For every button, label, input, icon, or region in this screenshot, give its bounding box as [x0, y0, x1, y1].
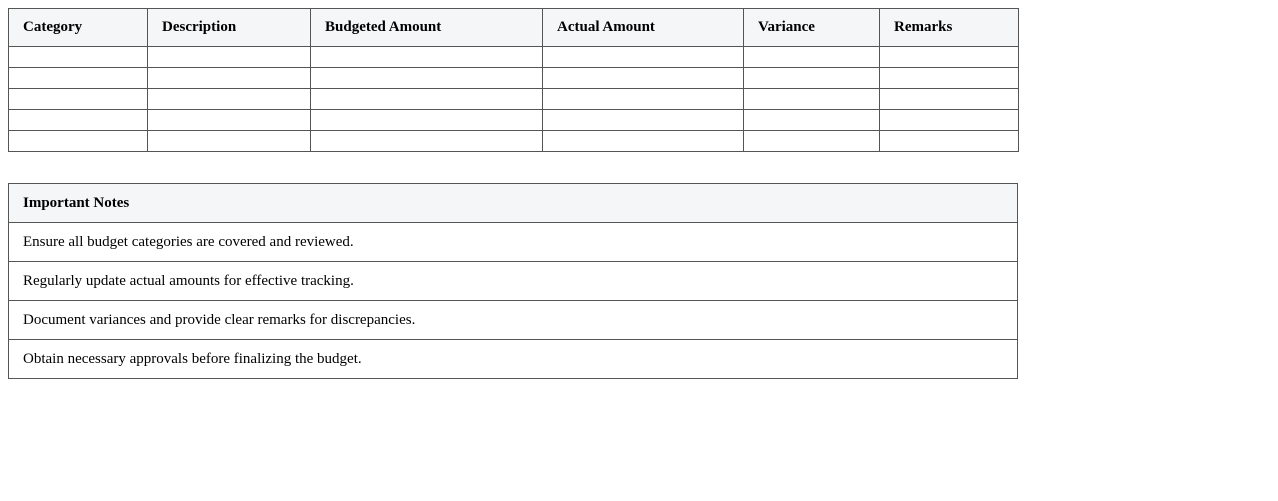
table-cell[interactable] — [880, 47, 1019, 68]
table-row — [9, 110, 1019, 131]
table-row — [9, 47, 1019, 68]
note-item: Ensure all budget categories are covered and reviewed. — [9, 223, 1018, 262]
table-cell[interactable] — [543, 110, 744, 131]
table-cell[interactable] — [543, 47, 744, 68]
table-cell[interactable] — [744, 47, 880, 68]
table-cell[interactable] — [880, 89, 1019, 110]
note-row — [9, 301, 1018, 340]
header-budgeted-amount: Budgeted Amount — [311, 9, 543, 47]
header-variance: Variance — [744, 9, 880, 47]
budget-table — [8, 8, 1019, 152]
table-cell[interactable] — [744, 131, 880, 152]
note-item: Document variances and provide clear remarks for discrepancies. — [9, 301, 1018, 340]
table-cell[interactable] — [148, 89, 311, 110]
table-cell[interactable] — [880, 131, 1019, 152]
table-cell[interactable] — [9, 47, 148, 68]
table-row — [9, 68, 1019, 89]
note-item: Obtain necessary approvals before finalizing the budget. — [9, 340, 1018, 379]
table-cell[interactable] — [9, 68, 148, 89]
table-cell[interactable] — [9, 131, 148, 152]
table-cell[interactable] — [311, 89, 543, 110]
table-cell[interactable] — [880, 68, 1019, 89]
header-actual-amount: Actual Amount — [543, 9, 744, 47]
header-remarks: Remarks — [880, 9, 1019, 47]
table-cell[interactable] — [744, 68, 880, 89]
budget-header-row — [9, 9, 1019, 47]
table-cell[interactable] — [148, 47, 311, 68]
note-row — [9, 262, 1018, 301]
table-cell[interactable] — [880, 110, 1019, 131]
table-cell[interactable] — [543, 131, 744, 152]
table-cell[interactable] — [9, 89, 148, 110]
notes-header-row — [9, 184, 1018, 223]
table-cell[interactable] — [148, 131, 311, 152]
table-cell[interactable] — [311, 131, 543, 152]
table-cell[interactable] — [9, 110, 148, 131]
table-cell[interactable] — [148, 110, 311, 131]
table-cell[interactable] — [311, 68, 543, 89]
note-row — [9, 340, 1018, 379]
table-cell[interactable] — [543, 68, 744, 89]
table-cell[interactable] — [311, 110, 543, 131]
table-cell[interactable] — [744, 89, 880, 110]
table-cell[interactable] — [543, 89, 744, 110]
notes-table — [8, 183, 1018, 379]
table-row — [9, 89, 1019, 110]
note-item: Regularly update actual amounts for effective tracking. — [9, 262, 1018, 301]
note-row — [9, 223, 1018, 262]
header-category: Category — [9, 9, 148, 47]
table-cell[interactable] — [148, 68, 311, 89]
notes-title: Important Notes — [9, 184, 1018, 223]
header-description: Description — [148, 9, 311, 47]
table-cell[interactable] — [744, 110, 880, 131]
table-row — [9, 131, 1019, 152]
table-cell[interactable] — [311, 47, 543, 68]
